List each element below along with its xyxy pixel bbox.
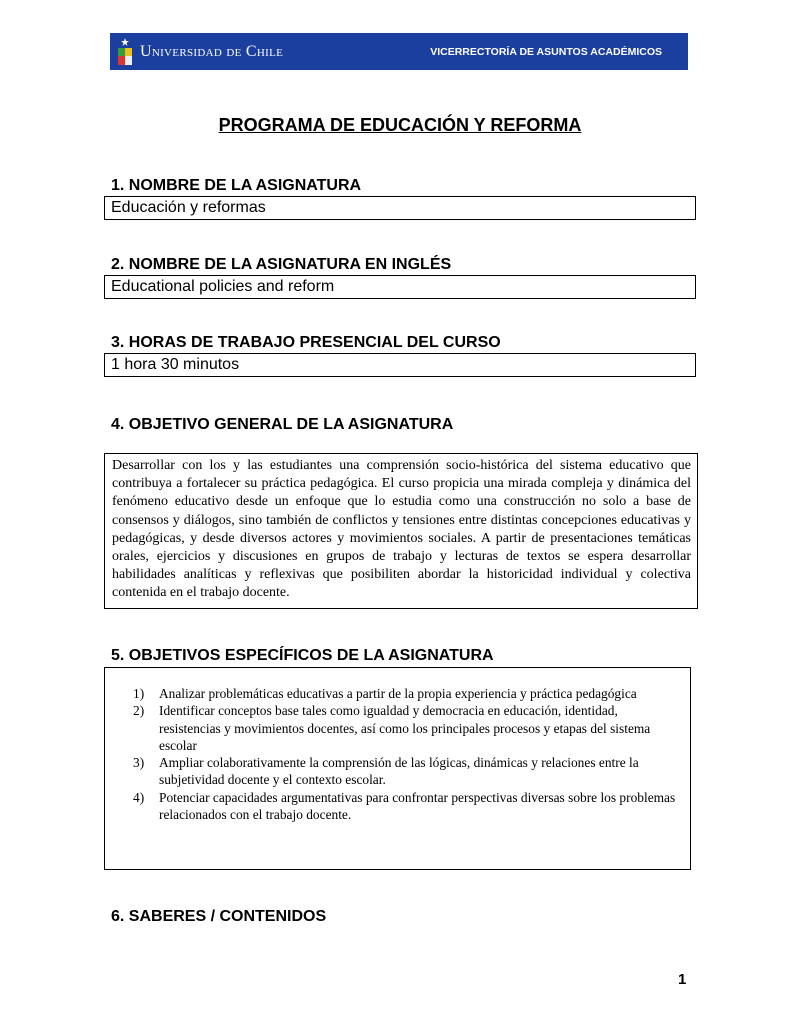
general-objective-text: Desarrollar con los y las estudiantes una comprensión socio-histórica del sistema educativo que contribuya a fortalecer su práctica pedagógica. El curso propicia una mirada compleja y dinámica del fenómeno educativo desde un enfoque que lo estudia como una construcción no solo a base de consensos y diálogos, sino también de conflictos y tensiones entre distintas concepciones educativas y pedagógicas, y desde diversos actores y movimientos sociales. A partir de presentaciones temáticas orales, ejercicios y discusiones en grupos de trabajo y lecturas de textos se espera desarrollar habilidades analíticas y reflexivas que posibiliten abordar la historicidad individual y colectiva contenida en el trabajo docente. <box>104 453 698 609</box>
section-heading: 3. HORAS DE TRABAJO PRESENCIAL DEL CURSO <box>111 334 501 351</box>
page-number: 1 <box>678 971 687 988</box>
section-heading: 4. OBJETIVO GENERAL DE LA ASIGNATURA <box>111 416 454 433</box>
list-item <box>133 789 678 824</box>
course-name-english-field: Educational policies and reform <box>104 275 696 299</box>
university-crest-icon <box>118 38 132 66</box>
page-title: PROGRAMA DE EDUCACIÓN Y REFORMA <box>218 115 582 135</box>
section-heading: 2. NOMBRE DE LA ASIGNATURA EN INGLÉS <box>111 256 452 273</box>
list-item <box>133 685 678 702</box>
specific-objectives-box <box>104 667 691 870</box>
course-name-field: Educación y reformas <box>104 196 696 220</box>
item-number: 2) <box>133 703 145 719</box>
university-name: Universidad de Chile <box>140 43 284 60</box>
item-number: 3) <box>133 755 145 771</box>
item-text: Ampliar colaborativamente la comprensión de las lógicas, dinámicas y relaciones entre la subjetividad docente y el contexto escolar. <box>159 755 639 788</box>
item-number: 4) <box>133 789 145 805</box>
item-text: Identificar conceptos base tales como igualdad y democracia en educación, identidad, resistencias y movimientos docentes, así como los principales procesos y etapas del sistema escolar <box>159 703 651 753</box>
hours-field: 1 hora 30 minutos <box>104 353 696 377</box>
header-banner <box>110 33 688 70</box>
item-number: 1) <box>133 686 145 701</box>
section-heading: 1. NOMBRE DE LA ASIGNATURA <box>111 177 362 194</box>
item-text: Analizar problemáticas educativas a partir de la propia experiencia y práctica pedagógica <box>159 686 637 701</box>
item-text: Potenciar capacidades argumentativas para confrontar perspectivas diversas sobre los problemas relacionados con el trabajo docente. <box>159 789 676 823</box>
list-item <box>133 702 678 754</box>
section-heading: 6. SABERES / CONTENIDOS <box>111 908 327 925</box>
list-item <box>133 754 678 789</box>
section-heading: 5. OBJETIVOS ESPECÍFICOS DE LA ASIGNATURA <box>111 647 494 664</box>
unit-name: VICERRECTORÍA DE ASUNTOS ACADÉMICOS <box>430 46 662 58</box>
